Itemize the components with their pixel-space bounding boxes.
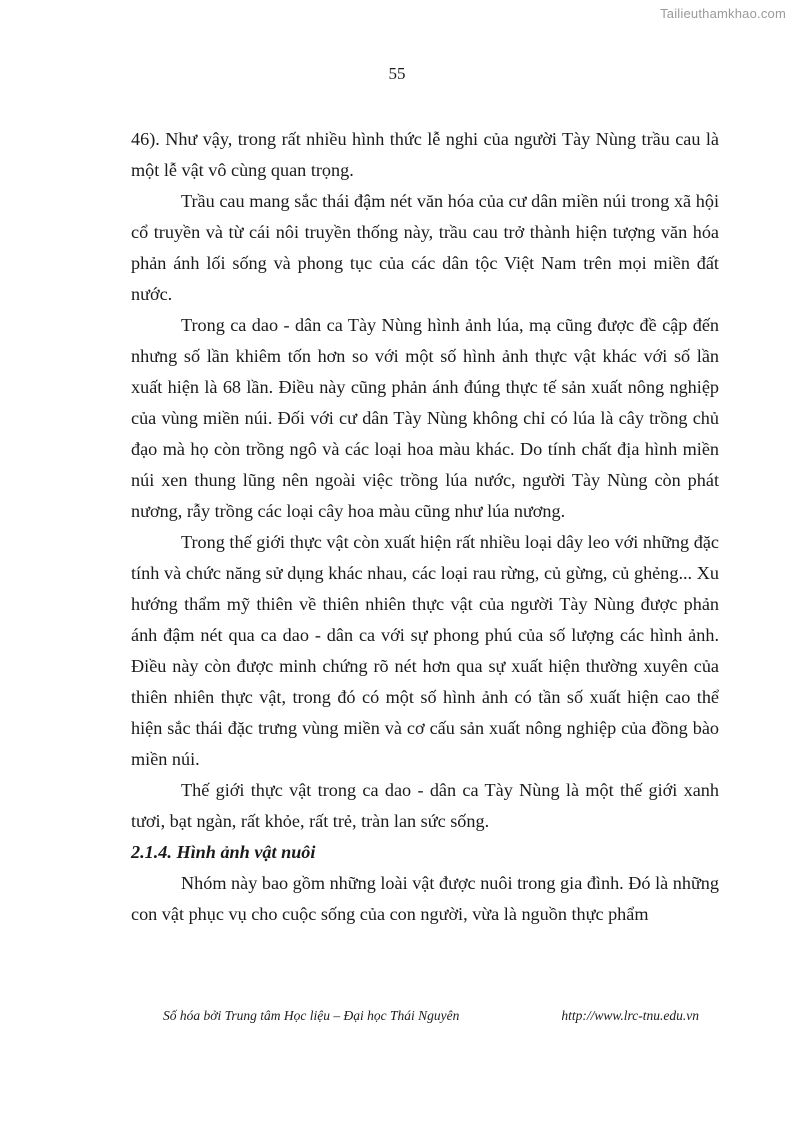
footer [163,1008,699,1024]
section-heading: 2.1.4. Hình ảnh vật nuôi [131,842,316,862]
paragraph-3: Trong ca dao - dân ca Tày Nùng hình ảnh lúa, mạ cũng được đề cập đến nhưng số lần khiêm tốn hơn so với một số hình ảnh thực vật khác với số lần xuất hiện là 68 lần. Điều này cũng phản ánh đúng thực tế sản xuất nông nghiệp của vùng miền núi. Đối với cư dân Tày Nùng không chỉ có lúa là cây trồng chủ đạo mà họ còn trồng ngô và các loại hoa màu khác. Do tính chất địa hình miền núi xen thung lũng nên ngoài việc trồng lúa nước, người Tày Nùng còn phát nương, rẫy trồng các loại cây hoa màu cũng như lúa nương. [131,315,719,521]
footer-source: Số hóa bởi Trung tâm Học liệu – Đại học Thái Nguyên [163,1008,460,1023]
footer-url: http://www.lrc-tnu.edu.vn [561,1008,699,1023]
paragraph-6: Nhóm này bao gồm những loài vật được nuôi trong gia đình. Đó là những con vật phục vụ cho cuộc sống của con người, vừa là nguồn thực phẩm [131,873,719,924]
page-number: 55 [388,64,406,83]
document-body [131,124,719,930]
watermark: Tailieuthamkhao.com [660,6,786,21]
paragraph-2: Trầu cau mang sắc thái đậm nét văn hóa của cư dân miền núi trong xã hội cổ truyền và từ cái nôi truyền thống này, trầu cau trở thành hiện tượng văn hóa phản ánh lối sống và phong tục của các dân tộc Việt Nam trên mọi miền đất nước. [131,191,719,304]
paragraph-1: 46). Như vậy, trong rất nhiều hình thức lễ nghi của người Tày Nùng trầu cau là một lễ vật vô cùng quan trọng. [131,129,719,180]
paragraph-5: Thế giới thực vật trong ca dao - dân ca Tày Nùng là một thế giới xanh tươi, bạt ngàn, rất khỏe, rất trẻ, tràn lan sức sống. [131,780,719,831]
paragraph-4: Trong thế giới thực vật còn xuất hiện rất nhiều loại dây leo với những đặc tính và chức năng sử dụng khác nhau, các loại rau rừng, củ gừng, củ ghẻng... Xu hướng thẩm mỹ thiên về thiên nhiên thực vật của người Tày Nùng được phản ánh đậm nét qua ca dao - dân ca với sự phong phú của số lượng các hình ảnh. Điều này còn được minh chứng rõ nét hơn qua sự xuất hiện thường xuyên của thiên nhiên thực vật, trong đó có một số hình ảnh có tần số xuất hiện cao thể hiện sắc thái đặc trưng vùng miền và cơ cấu sản xuất nông nghiệp của đồng bào miền núi. [131,532,719,769]
